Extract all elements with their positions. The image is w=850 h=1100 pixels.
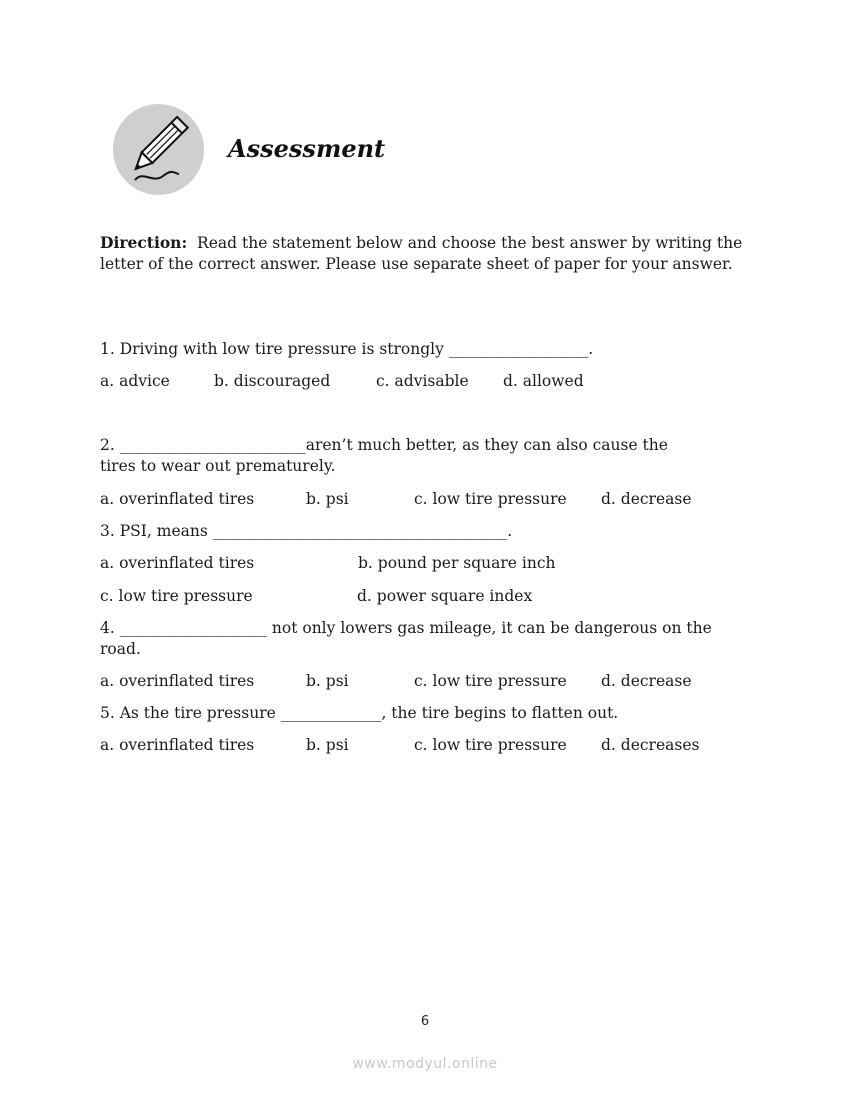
question-5-option-d: d. decreases <box>601 736 700 754</box>
question-4-stem-line1: 4. ___________________ not only lowers gas mileage, it can be dangerous on the <box>100 619 712 637</box>
question-1-option-b: b. discouraged <box>214 372 331 390</box>
question-4-option-d: d. decrease <box>601 672 692 690</box>
page-number: 6 <box>420 1014 430 1029</box>
question-1-option-a: a. advice <box>100 372 170 390</box>
direction-label: Direction: <box>100 233 188 252</box>
question-3-option-b: b. pound per square inch <box>358 554 556 572</box>
question-4-option-a: a. overinflated tires <box>100 672 255 690</box>
question-2-option-a: a. overinflated tires <box>100 490 255 508</box>
question-3-stem: 3. PSI, means ______________________________________. <box>100 522 513 540</box>
question-2-stem-line1: 2. ________________________aren’t much better, as they can also cause the <box>100 436 668 454</box>
question-1-option-c: c. advisable <box>376 372 469 390</box>
question-4-option-b: b. psi <box>306 672 349 690</box>
direction-paragraph <box>100 232 750 275</box>
question-3-option-c: c. low tire pressure <box>100 587 253 605</box>
question-2-stem-line2: tires to wear out prematurely. <box>100 457 336 475</box>
question-2-option-c: c. low tire pressure <box>414 490 567 508</box>
pencil-icon-badge <box>113 104 204 195</box>
question-3-option-a: a. overinflated tires <box>100 554 255 572</box>
question-1-stem: 1. Driving with low tire pressure is strongly __________________. <box>100 340 594 358</box>
question-2-option-d: d. decrease <box>601 490 692 508</box>
question-5-option-c: c. low tire pressure <box>414 736 567 754</box>
question-3-option-d: d. power square index <box>357 587 533 605</box>
question-4-option-c: c. low tire pressure <box>414 672 567 690</box>
pencil-icon <box>113 104 204 195</box>
question-2-option-b: b. psi <box>306 490 349 508</box>
page-title: Assessment <box>228 134 386 163</box>
question-1-option-d: d. allowed <box>503 372 584 390</box>
direction-text: Read the statement below and choose the best answer by writing the letter of the correct answer. Please use separate sheet of paper for your answer. <box>100 234 743 273</box>
question-5-option-b: b. psi <box>306 736 349 754</box>
watermark: www.modyul.online <box>352 1056 498 1072</box>
question-5-stem: 5. As the tire pressure _____________, the tire begins to flatten out. <box>100 704 619 722</box>
question-4-stem-line2: road. <box>100 640 141 658</box>
question-5-option-a: a. overinflated tires <box>100 736 255 754</box>
